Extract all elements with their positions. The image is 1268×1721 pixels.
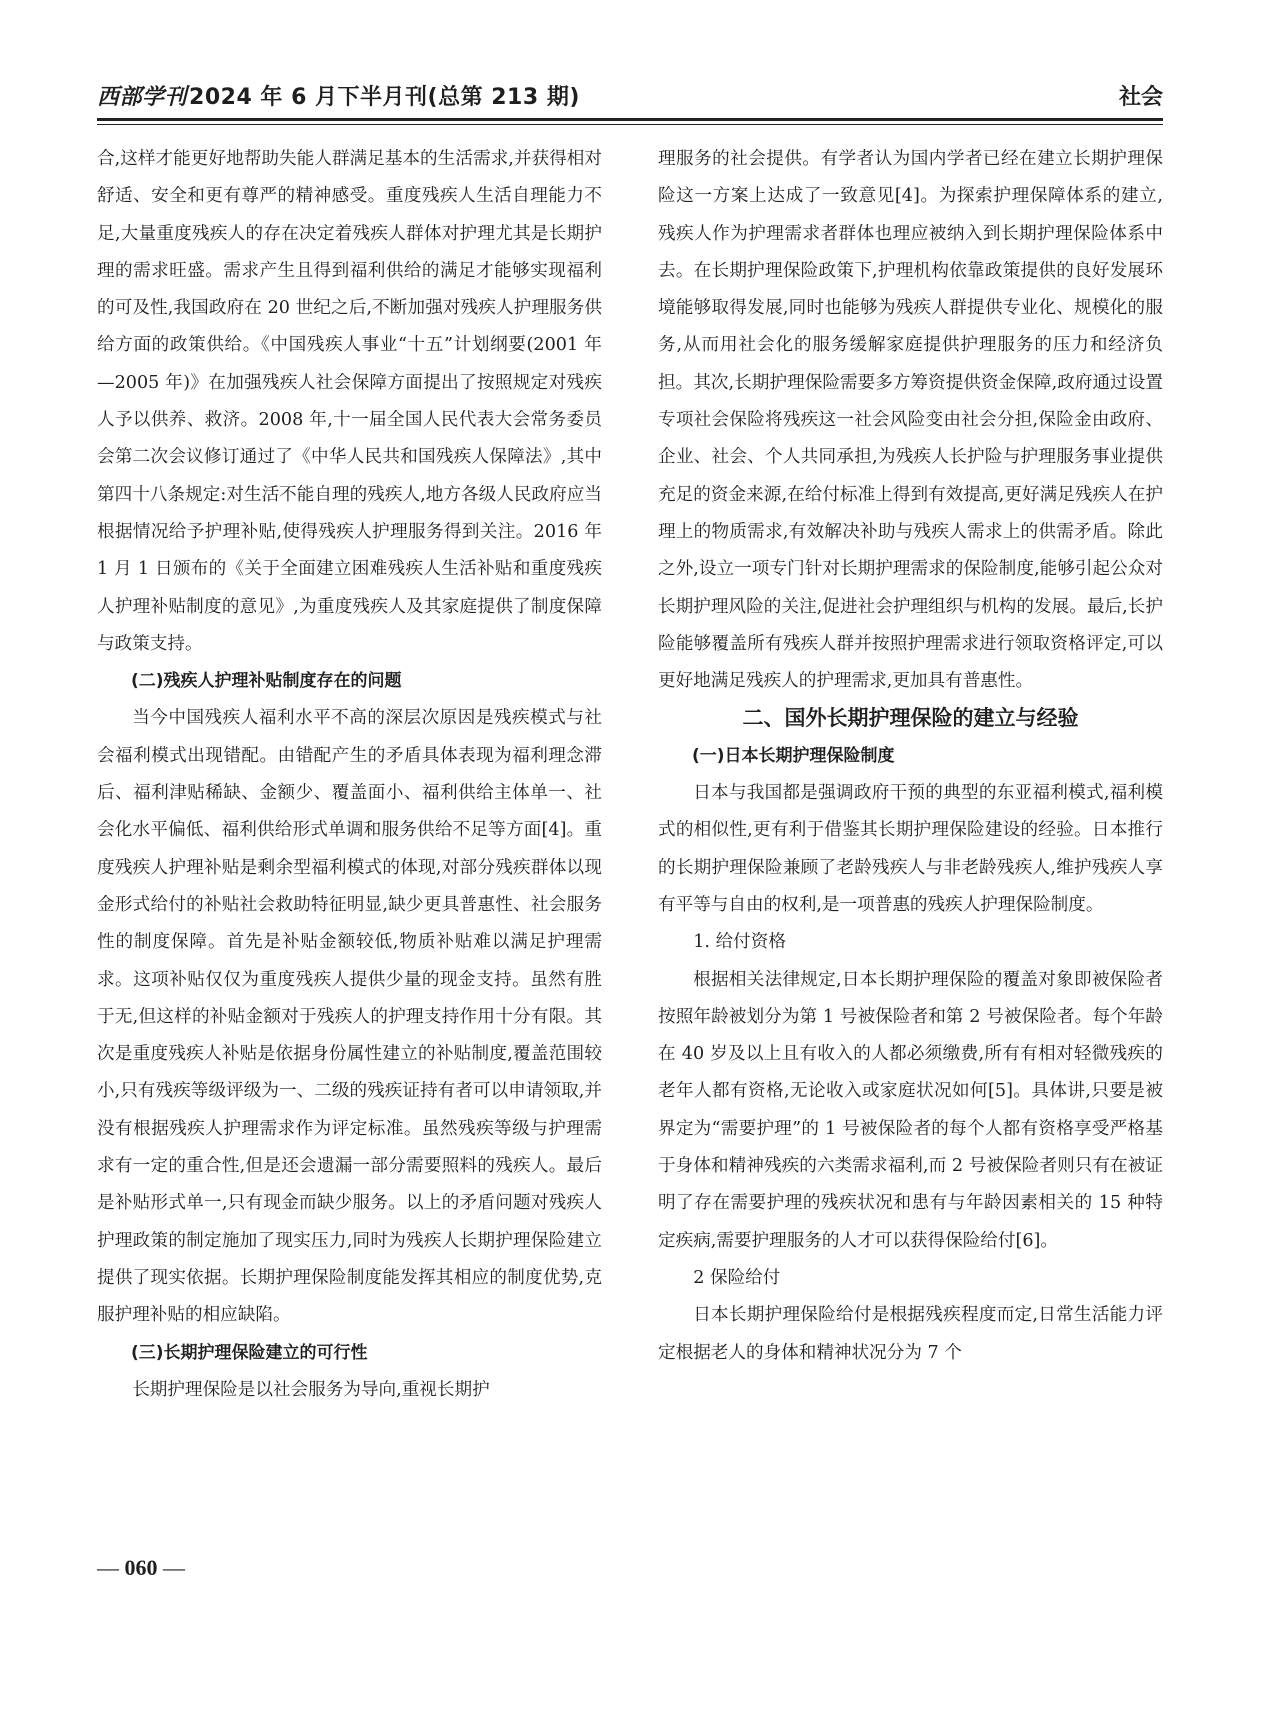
paragraph: 理服务的社会提供。有学者认为国内学者已经在建立长期护理保险这一方案上达成了一致意见[4]。为探索护理保障体系的建立,残疾人作为护理需求者群体也理应被纳入到长期护理保险体系中去。在长期护理保险政策下,护理机构依靠政策提供的良好发展环境能够取得发展,同时也能够为残疾人群提供专业化、规模化的服务,从而用社会化的服务缓解家庭提供护理服务的压力和经济负担。其次,长期护理保险需要多方筹资提供资金保障,政府通过设置专项社会保险将残疾这一社会风险变由社会分担,保险金由政府、企业、社会、个人共同承担,为残疾人长护险与护理服务事业提供充足的资金来源,在给付标准上得到有效提高,更好满足残疾人在护理上的物质需求,有效解决补助与残疾人需求上的供需矛盾。除此之外,设立一项专门针对长期护理需求的保险制度,能够引起公众对长期护理风险的关注,促进社会护理组织与机构的发展。最后,长护险能够覆盖所有残疾人群并按照护理需求进行领取资格评定,可以更好地满足残疾人的护理需求,更加具有普惠性。 [658, 149, 1163, 692]
header-rule-thin [97, 124, 1163, 125]
paragraph: 当今中国残疾人福利水平不高的深层次原因是残疾模式与社会福利模式出现错配。由错配产生的矛盾具体表现为福利理念滞后、福利津贴稀缺、金额少、覆盖面小、福利供给主体单一、社会化水平偏低、福利供给形式单调和服务供给不足等方面[4]。重度残疾人护理补贴是剩余型福利模式的体现,对部分残疾群体以现金形式给付的补贴社会救助特征明显,缺少更具普惠性、社会服务性的制度保障。首先是补贴金额较低,物质补贴难以满足护理需求。这项补贴仅仅为重度残疾人提供少量的现金支持。虽然有胜于无,但这样的补贴金额对于残疾人的护理支持作用十分有限。其次是重度残疾人补贴是依据身份属性建立的补贴制度,覆盖范围较小,只有残疾等级评级为一、二级的残疾证持有者可以申请领取,并没有根据残疾人护理需求作为评定标准。虽然残疾等级与护理需求有一定的重合性,但是还会遗漏一部分需要照料的残疾人。最后是补贴形式单一,只有现金而缺少服务。以上的矛盾问题对残疾人护理政策的制定施加了现实压力,同时为残疾人长期护理保险建立提供了现实依据。长期护理保险制度能发挥其相应的制度优势,克服护理补贴的相应缺陷。 [97, 708, 602, 1326]
footer-dash-right: — [163, 1555, 185, 1580]
journal-issue-line [97, 80, 580, 111]
header-rule [97, 118, 1163, 121]
paragraph: 合,这样才能更好地帮助失能人群满足基本的生活需求,并获得相对舒适、安全和更有尊严的精神感受。重度残疾人生活自理能力不足,大量重度残疾人的存在决定着残疾人群体对护理尤其是长期护理的需求旺盛。需求产生且得到福利供给的满足才能够实现福利的可及性,我国政府在 20 世纪之后,不断加强对残疾人护理服务供给方面的政策供给。《中国残疾人事业“十五”计划纲要(2001 年—2005 年)》在加强残疾人社会保障方面提出了按照规定对残疾人予以供养、救济。2008 年,十一届全国人民代表大会常务委员会第二次会议修订通过了《中华人民共和国残疾人保障法》,其中第四十八条规定:对生活不能自理的残疾人,地方各级人民政府应当根据情况给予护理补贴,使得残疾人护理服务得到关注。2016 年 1 月 1 日颁布的《关于全面建立困难残疾人生活补贴和重度残疾人护理补贴制度的意见》,为重度残疾人及其家庭提供了制度保障与政策支持。 [97, 149, 602, 654]
page-header [97, 80, 1163, 132]
paragraph: 日本长期护理保险给付是根据残疾程度而定,日常生活能力评定根据老人的身体和精神状况分为 7 个 [658, 1305, 1163, 1363]
page-footer [97, 1555, 185, 1581]
subheading: (三)长期护理保险建立的可行性 [131, 1342, 368, 1363]
left-column [97, 141, 602, 1536]
section-heading: 二、国外长期护理保险的建立与经验 [742, 706, 1079, 731]
subheading: (一)日本长期护理保险制度 [692, 745, 895, 766]
paragraph: 根据相关法律规定,日本长期护理保险的覆盖对象即被保险者按照年龄被划分为第 1 号被保险者和第 2 号被保险者。每个年龄在 40 岁及以上且有收入的人都必须缴费,所有有相对轻微残疾的老年人都有资格,无论收入或家庭状况如何[5]。具体讲,只要是被界定为“需要护理”的 1 号被保险者的每个人都有资格享受严格基于身体和精神残疾的六类需求福利,而 2 号被保险者则只有在被证明了存在需要护理的残疾状况和患有与年龄因素相关的 15 种特定疾病,需要护理服务的人才可以获得保险给付[6]。 [658, 969, 1163, 1251]
right-column [658, 141, 1163, 1536]
issue-info: 2024 年 6 月下半月刊(总第 213 期) [189, 85, 580, 110]
list-item-heading: 2 保险给付 [693, 1267, 781, 1288]
subheading: (二)残疾人护理补贴制度存在的问题 [131, 671, 402, 692]
journal-logo: 西部学刊 [97, 84, 188, 110]
paragraph: 长期护理保险是以社会服务为导向,重视长期护 [132, 1379, 490, 1400]
footer-dash-left: — [97, 1555, 119, 1580]
paragraph: 日本与我国都是强调政府干预的典型的东亚福利模式,福利模式的相似性,更有利于借鉴其长期护理保险建设的经验。日本推行的长期护理保险兼顾了老龄残疾人与非老龄残疾人,维护残疾人享有平等与自由的权利,是一项普惠的残疾人护理保险制度。 [658, 783, 1163, 915]
list-item-heading: 1. 给付资格 [693, 932, 786, 953]
page-number: 060 [124, 1555, 158, 1580]
section-label: 社会 [1118, 85, 1163, 110]
